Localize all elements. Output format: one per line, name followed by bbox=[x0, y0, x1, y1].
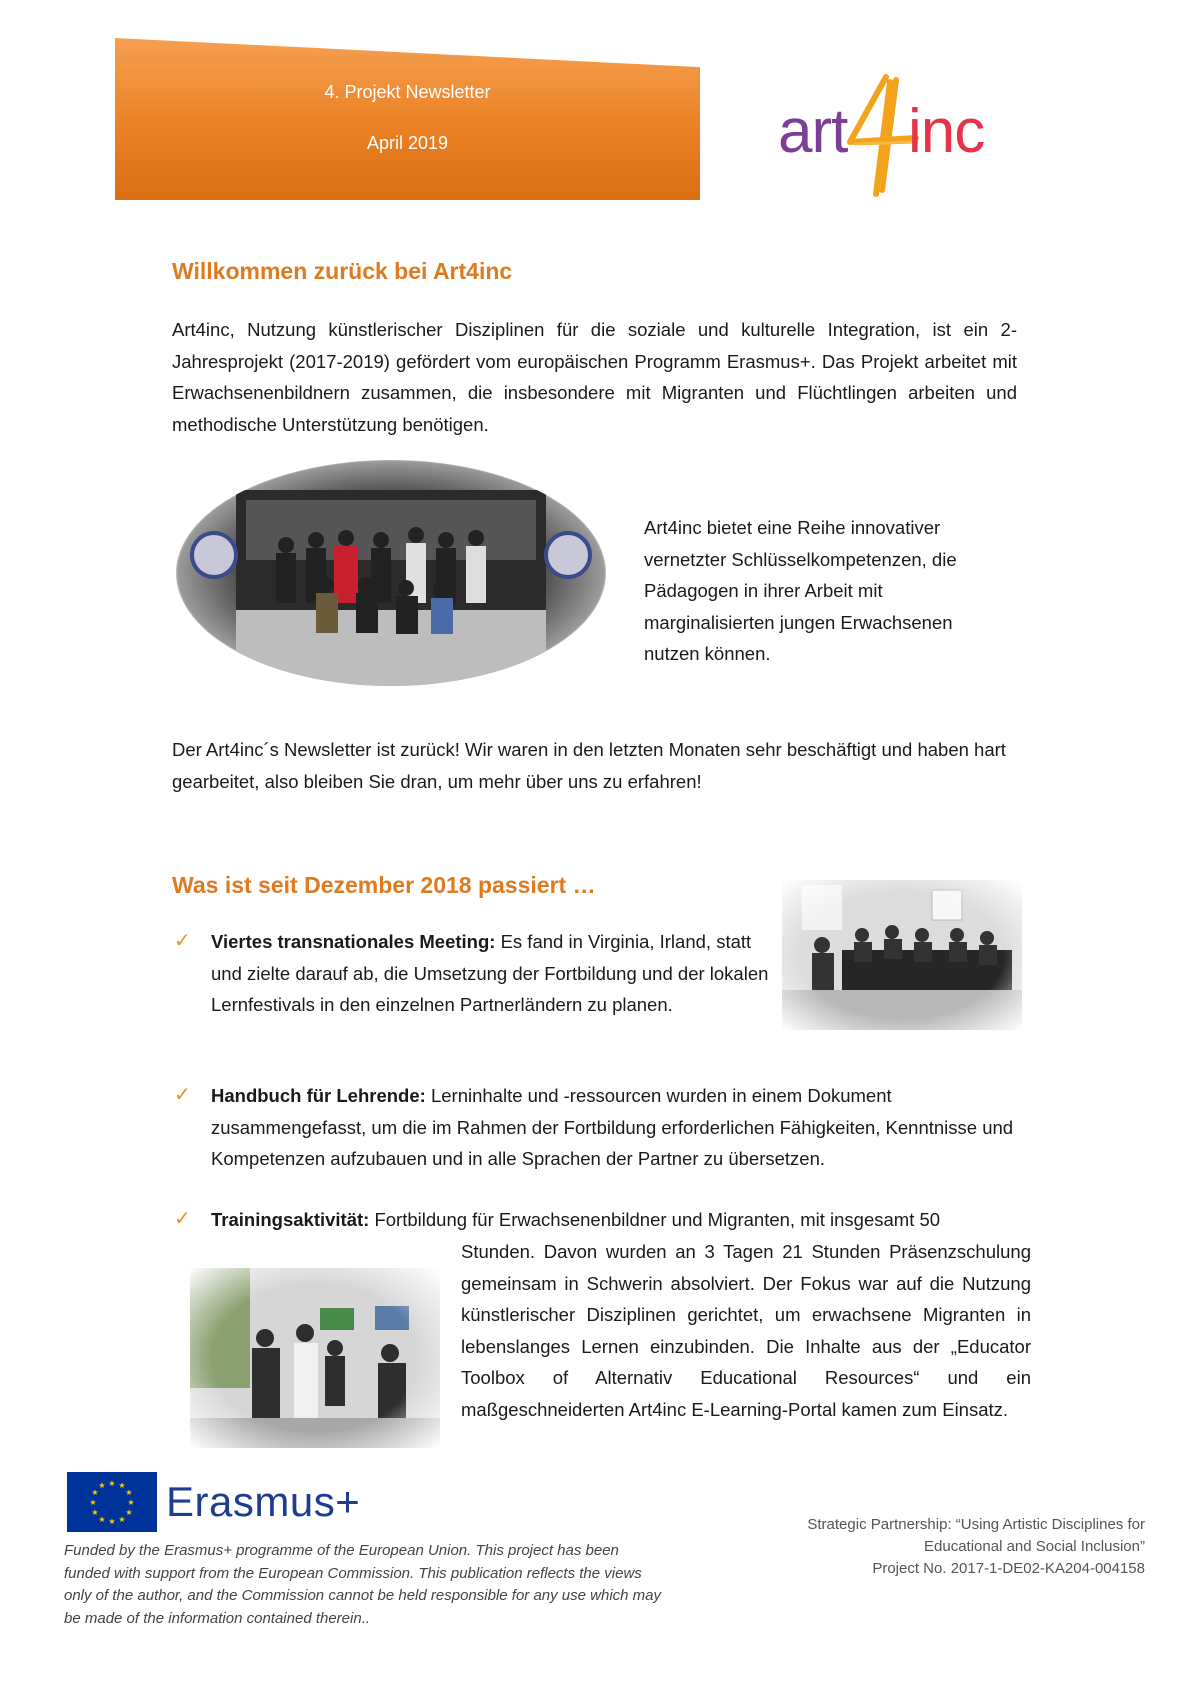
newsletter-label: 4. Projekt Newsletter bbox=[324, 82, 491, 102]
news-item-title: Trainingsaktivität: bbox=[211, 1209, 370, 1230]
news-item-text: Es fand in Virginia, Irland, statt und zielte darauf ab, die Umsetzung der Fortbildung und der lokalen Lernfestivals in den einzelnen Partnerländern zu planen. bbox=[211, 931, 769, 1015]
partnership-line-2: Educational and Social Inclusion” bbox=[924, 1538, 1145, 1555]
news-item-text: Lerninhalte und -ressourcen wurden in einem Dokument zusammengefasst, um die im Rahmen der Fortbildung erforderlichen Fähigkeiten, Kenntnisse und Kompetenzen aufzubauen und in alle Sprachen der Partner zu übersetzen. bbox=[211, 1085, 1014, 1169]
svg-text:★: ★ bbox=[125, 1508, 133, 1517]
welcome-heading: Willkommen zurück bei Art4inc bbox=[172, 258, 513, 284]
news-heading: Was ist seit Dezember 2018 passiert … bbox=[172, 872, 596, 898]
svg-text:★: ★ bbox=[118, 1481, 126, 1490]
welcome-side-text: Art4inc bietet eine Reihe innovativer vernetzter Schlüsselkompetenzen, die Pädagogen in ihrer Arbeit mit marginalisierten jungen Erwachsenen nutzen können. bbox=[644, 517, 957, 664]
training-photo bbox=[190, 1268, 440, 1448]
news-item-training bbox=[211, 1204, 1041, 1236]
project-number: Project No. 2017-1-DE02-KA204-004158 bbox=[872, 1560, 1145, 1577]
svg-text:★: ★ bbox=[108, 1517, 116, 1526]
group-photo bbox=[176, 460, 606, 686]
svg-text:★: ★ bbox=[118, 1515, 126, 1524]
checkmark-icon: ✓ bbox=[174, 1208, 191, 1230]
logo-text-art: art bbox=[778, 97, 848, 166]
header-banner bbox=[115, 38, 700, 200]
svg-text:★: ★ bbox=[127, 1498, 135, 1507]
svg-text:★: ★ bbox=[98, 1515, 106, 1524]
svg-text:★: ★ bbox=[125, 1488, 133, 1497]
funding-disclaimer: Funded by the Erasmus+ programme of the European Union. This project has been funded with support from the European Commission. This publication reflects the views only of the author, and the Commission cannot be held responsible for any use which may be made of the information contained therein.. bbox=[64, 1542, 662, 1627]
partnership-info bbox=[700, 1514, 1145, 1580]
partnership-line-1: Strategic Partnership: “Using Artistic Disciplines for bbox=[807, 1516, 1145, 1533]
meeting-photo bbox=[782, 880, 1022, 1030]
news-item-meeting bbox=[211, 926, 771, 1021]
logo-text-inc: inc bbox=[908, 97, 985, 166]
svg-text:★: ★ bbox=[98, 1481, 106, 1490]
welcome-back-text: Der Art4inc´s Newsletter ist zurück! Wir waren in den letzten Monaten sehr beschäftigt und haben hart gearbeitet, also bleiben Sie dran, um mehr über uns zu erfahren! bbox=[172, 739, 1006, 792]
checkmark-icon: ✓ bbox=[174, 930, 191, 952]
art4inc-logo bbox=[778, 72, 1018, 202]
news-item-title: Viertes transnationales Meeting: bbox=[211, 931, 496, 952]
welcome-intro: Art4inc, Nutzung künstlerischer Disziplinen für die soziale und kulturelle Integration, ist ein 2-Jahresprojekt (2017-2019) gefördert vom europäischen Programm Erasmus+. Das Projekt arbeitet mit Erwachsenenbildnern zusammen, die insbesondere mit Migranten und Flüchtlingen arbeiten und methodische Unterstützung benötigen. bbox=[172, 319, 1017, 435]
news-item-training-rest: Stunden. Davon wurden an 3 Tagen 21 Stunden Präsenzschulung gemeinsam in Schwerin absolviert. Der Fokus war auf die Nutzung künstlerischer Disziplinen gerichtet, um erwachsene Migranten in lebenslanges Lernen einzubinden. Die Inhalte aus der „Educator Toolbox of Alternativ Educational Resources“ und ein maßgeschneiderten Art4inc E-Learning-Portal kamen zum Einsatz. bbox=[461, 1241, 1031, 1420]
eu-flag bbox=[67, 1472, 157, 1532]
news-item-handbook bbox=[211, 1080, 1026, 1175]
erasmus-logo-text: Erasmus+ bbox=[166, 1478, 361, 1525]
news-item-text: Fortbildung für Erwachsenenbildner und Migranten, mit insgesamt 50 bbox=[369, 1209, 941, 1230]
checkmark-icon: ✓ bbox=[174, 1084, 191, 1106]
eu-stars-icon bbox=[67, 1472, 157, 1532]
svg-text:★: ★ bbox=[108, 1479, 116, 1488]
svg-text:★: ★ bbox=[91, 1508, 99, 1517]
newsletter-date: April 2019 bbox=[366, 133, 449, 153]
news-item-title: Handbuch für Lehrende: bbox=[211, 1085, 426, 1106]
svg-text:★: ★ bbox=[89, 1498, 97, 1507]
svg-text:★: ★ bbox=[91, 1488, 99, 1497]
